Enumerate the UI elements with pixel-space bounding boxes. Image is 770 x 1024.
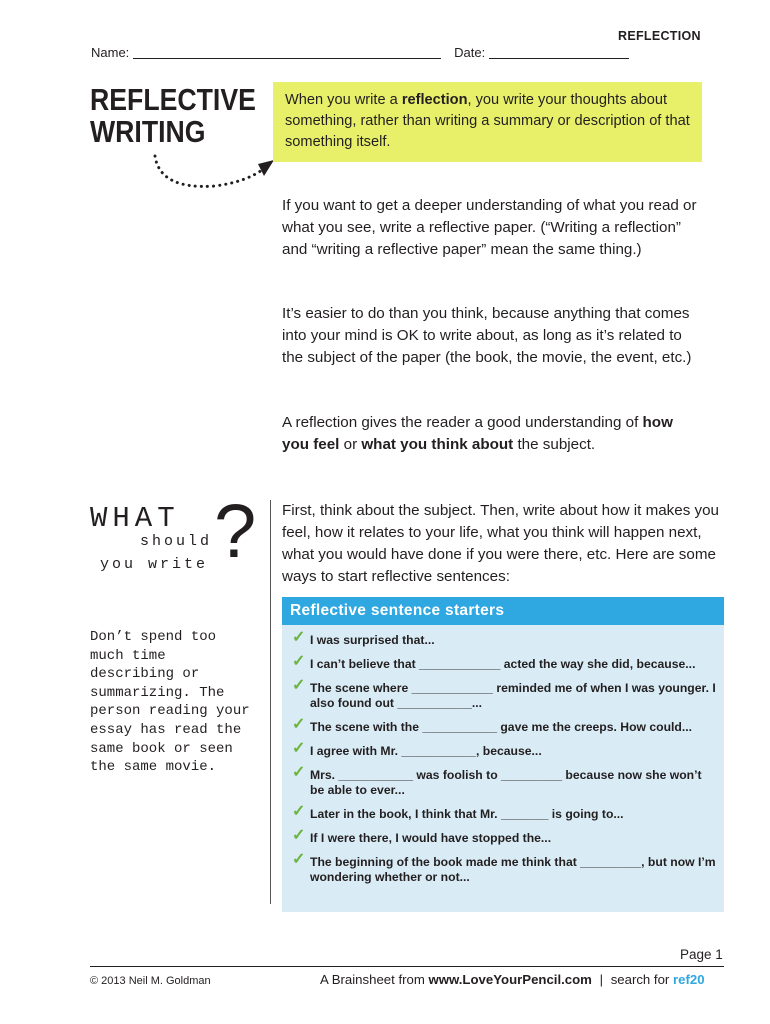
title-line-2: WRITING xyxy=(90,114,206,149)
page-number: Page 1 xyxy=(680,947,723,962)
page-title xyxy=(90,84,256,148)
paragraph-easier: It’s easier to do than you think, because anything that comes into your mind is OK to write about, as long as it’s related to the subject of the paper (the book, the movie, the event, etc.) xyxy=(282,305,692,366)
checkmark-icon: ✓ xyxy=(292,803,306,820)
paragraph-deeper-understanding: If you want to get a deeper understanding of what you read or what you see, write a reflective paper. (“Writing a reflection” and “writing a reflective paper” mean the same thing.) xyxy=(282,197,697,258)
name-date-row xyxy=(91,45,629,60)
list-item: ✓ If I were there, I would have stopped the... xyxy=(292,827,552,845)
intro-text-start: When you write a xyxy=(285,92,402,108)
brainsheet-credit: A Brainsheet from www.LoveYourPencil.com | search for ref20 xyxy=(320,972,705,987)
list-item: ✓ The scene with the ___________ gave me the creeps. How could... xyxy=(292,716,693,734)
checkmark-icon: ✓ xyxy=(292,851,306,868)
dotted-arrow-icon xyxy=(140,150,280,200)
emphasis-how-you-feel: how you feel xyxy=(282,414,673,453)
paragraph-reflection-gives: A reflection gives the reader a good understanding of how you feel or what you think about the subject. xyxy=(282,414,673,453)
list-item: ✓ Mrs. ___________ was foolish to _________ because now she won’t be able to ever... xyxy=(292,764,702,797)
column-divider xyxy=(270,500,271,904)
list-item: ✓ The scene where ____________ reminded me of when I was younger. I also found out ___________... xyxy=(292,677,716,710)
starters-list xyxy=(282,625,724,885)
copyright: © 2013 Neil M. Goldman xyxy=(90,975,211,987)
paragraph-first-think: First, think about the subject. Then, write about how it makes you feel, how it relates to your life, what you think will happen next, what you would have done if you were there, etc. Here are some ways to start reflective sentences: xyxy=(282,502,720,585)
intro-text-end: , you write your thoughts about something, rather than writing a summary or description of that something itself. xyxy=(285,92,690,150)
heading-word-what: WHAT xyxy=(90,502,180,535)
starters-heading: Reflective sentence starters xyxy=(282,597,724,625)
checkmark-icon: ✓ xyxy=(292,764,306,781)
checkmark-icon: ✓ xyxy=(292,740,306,757)
site-link[interactable]: www.LoveYourPencil.com xyxy=(428,972,592,987)
checkmark-icon: ✓ xyxy=(292,653,306,670)
what-should-you-write-heading xyxy=(90,489,260,582)
checkmark-icon: ✓ xyxy=(292,677,306,694)
heading-word-you-write: you write xyxy=(100,556,209,573)
side-note: Don’t spend too much time describing or summarizing. The person reading your essay has read the same book or seen the same movie. xyxy=(90,629,250,776)
list-item: ✓ The beginning of the book made me think that _________, but now I’m wondering whether or not... xyxy=(292,851,716,884)
checkmark-icon: ✓ xyxy=(292,629,306,646)
list-item: ✓ I can’t believe that ____________ acted the way she did, because... xyxy=(292,653,696,671)
title-line-1: REFLECTIVE xyxy=(90,82,256,117)
date-blank-line xyxy=(489,58,629,59)
list-item: ✓ I was surprised that... xyxy=(292,629,435,647)
emphasis-what-you-think: what you think about xyxy=(361,436,514,453)
question-mark-icon: ? xyxy=(214,489,257,574)
checkmark-icon: ✓ xyxy=(292,716,306,733)
footer-separator: | xyxy=(599,972,604,987)
list-item: ✓ Later in the book, I think that Mr. _______ is going to... xyxy=(292,803,624,821)
intro-highlight-box xyxy=(273,82,702,162)
sentence-starters-box xyxy=(282,597,724,912)
name-label: Name: xyxy=(91,45,130,60)
checkmark-icon: ✓ xyxy=(292,827,306,844)
section-tag: REFLECTION xyxy=(618,29,701,43)
list-item: ✓ I agree with Mr. ___________, because... xyxy=(292,740,542,758)
name-blank-line xyxy=(133,58,441,59)
heading-word-should: should xyxy=(140,533,213,550)
intro-keyword: reflection xyxy=(401,92,468,108)
ref-code: ref20 xyxy=(673,972,705,987)
footer-divider xyxy=(90,966,724,967)
date-label: Date: xyxy=(454,45,486,60)
